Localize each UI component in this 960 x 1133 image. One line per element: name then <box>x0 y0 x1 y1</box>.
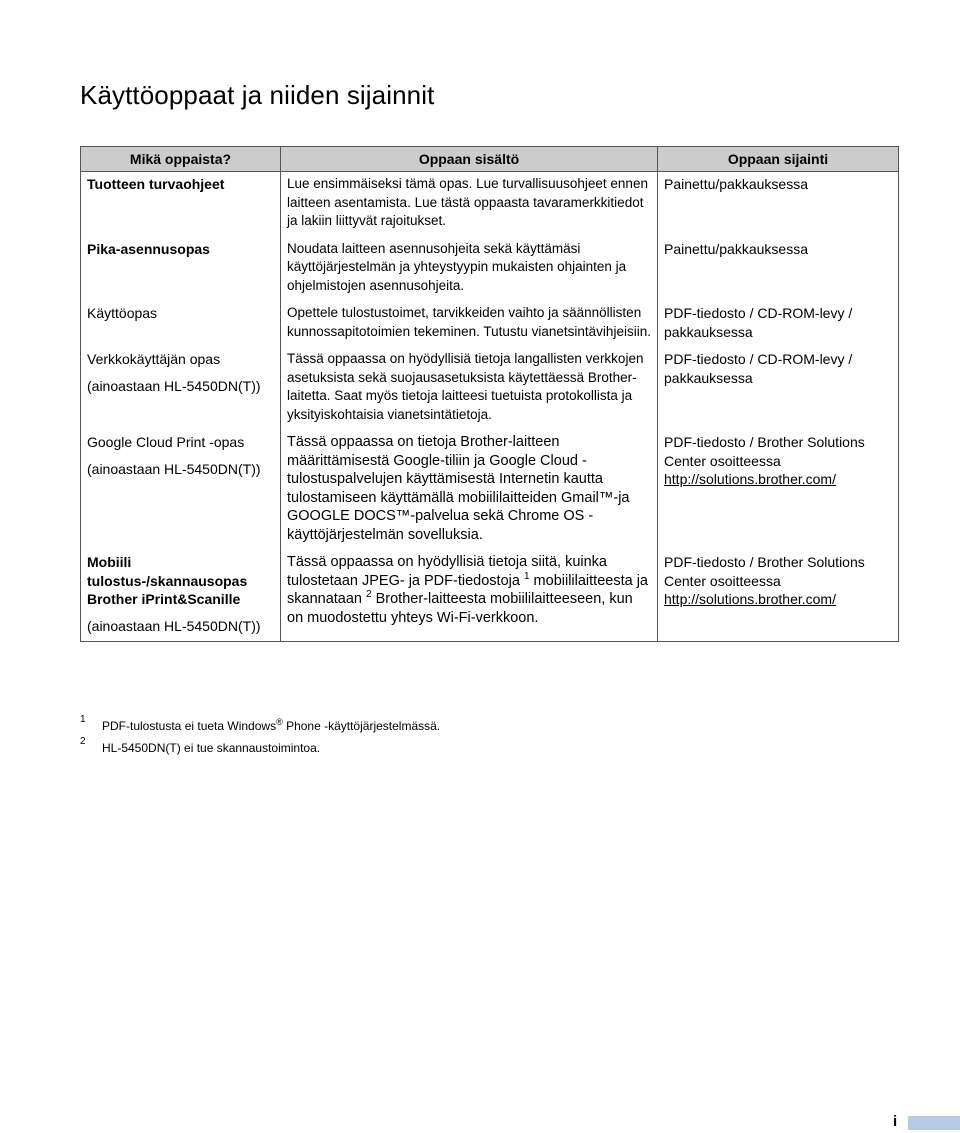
footnote-ref-1: 1 <box>523 570 530 582</box>
table-row <box>81 172 899 237</box>
location-text: PDF-tiedosto / Brother Solutions Center osoitteessa <box>664 554 865 589</box>
footnote-number: 1 <box>80 714 86 725</box>
footnote-number: 2 <box>80 736 86 747</box>
content-text: Tässä oppaassa on hyödyllisiä tietoja siitä, kuinka tulostetaan JPEG- ja PDF-tiedostoja <box>287 554 607 589</box>
location-cell: PDF-tiedosto / CD-ROM-levy / pakkauksessa <box>658 301 899 347</box>
page-title: Käyttöoppaat ja niiden sijainnit <box>80 80 435 110</box>
guide-cell <box>81 430 281 550</box>
location-cell: Painettu/pakkauksessa <box>658 237 899 302</box>
footnote-text-part: Phone -käyttöjärjestelmässä. <box>286 719 441 733</box>
header-location: Oppaan sijainti <box>658 147 899 172</box>
solutions-link[interactable]: http://solutions.brother.com/ <box>664 591 836 607</box>
guide-name: Google Cloud Print -opas <box>87 434 245 450</box>
location-cell: PDF-tiedosto / CD-ROM-levy / pakkauksessa <box>658 347 899 430</box>
table-header-row <box>81 147 899 172</box>
table-row <box>81 347 899 430</box>
header-guide: Mikä oppaista? <box>81 147 281 172</box>
location-cell: Painettu/pakkauksessa <box>658 172 899 237</box>
guide-name: Verkkokäyttäjän opas <box>87 351 221 367</box>
content-text: mobiililaitteesta ja skannataan <box>287 572 648 607</box>
header-content: Oppaan sisältö <box>281 147 658 172</box>
content-cell: Lue ensimmäiseksi tämä opas. Lue turvallisuusohjeet ennen laitteen asentamista. Lue tästä oppaasta tavaramerkkitiedot ja lakiin liittyvät rajoitukset. <box>281 172 658 237</box>
content-cell: Tässä oppaassa on tietoja Brother-laitteen määrittämisestä Google-tiliin ja Google Cloud -tulostuspalvelujen käyttämisestä Internetin kautta tulostamiseen käyttämällä mobiililaitteiden Gmail™-ja GOOGLE DOCS™-palvelua sekä Chrome OS -käyttöjärjestelmän sovelluksia. <box>281 430 658 550</box>
solutions-link[interactable]: http://solutions.brother.com/ <box>664 471 836 487</box>
footnote-text: HL-5450DN(T) ei tue skannaustoimintoa. <box>102 741 321 755</box>
location-text: PDF-tiedosto / Brother Solutions Center osoitteessa <box>664 434 865 469</box>
footnote-ref-2: 2 <box>366 589 372 601</box>
guide-note: (ainoastaan HL-5450DN(T)) <box>87 377 261 394</box>
guide-note: (ainoastaan HL-5450DN(T)) <box>87 460 261 477</box>
location-cell <box>658 430 899 550</box>
content-cell: Tässä oppaassa on hyödyllisiä tietoja langallisten verkkojen asetuksista sekä suojausasetuksista käytettäessä Brother-laitetta. Saat myös tietoja laitteesi tuetuista protokollista ja yksityiskohtaisia vianetsintätietoja. <box>281 347 658 430</box>
guides-table <box>80 146 899 642</box>
content-text: Brother-laitteesta mobiililaitteeseen, kun on muodostettu yhteys Wi-Fi-verkkoon. <box>287 591 633 626</box>
guide-name: Mobiili tulostus-/skannausopas Brother iPrint&Scanille <box>87 554 248 607</box>
table-row <box>81 550 899 642</box>
content-cell: Noudata laitteen asennusohjeita sekä käyttämäsi käyttöjärjestelmän ja yhteystyypin mukaisten ohjainten ja ohjelmistojen asennusohjeita. <box>281 237 658 302</box>
guide-cell <box>81 301 281 347</box>
guide-cell <box>81 550 281 642</box>
guide-cell <box>81 347 281 430</box>
table-row <box>81 237 899 302</box>
page-number: i <box>893 1113 898 1130</box>
registered-mark: ® <box>276 717 283 727</box>
footnote-text-part: PDF-tulostusta ei tueta Windows <box>102 719 277 733</box>
table-row <box>81 301 899 347</box>
location-cell <box>658 550 899 642</box>
content-cell: Opettele tulostustoimet, tarvikkeiden vaihto ja säännöllisten kunnossapitotoimien tekeminen. Tutustu vianetsintävihjeisiin. <box>281 301 658 347</box>
table-row <box>81 430 899 550</box>
guide-cell <box>81 237 281 302</box>
guide-name: Pika-asennusopas <box>87 240 210 257</box>
content-cell <box>281 550 658 642</box>
guide-note: (ainoastaan HL-5450DN(T)) <box>87 617 261 634</box>
footnote-text <box>102 718 440 734</box>
guide-name: Käyttöopas <box>87 305 158 321</box>
guide-name: Tuotteen turvaohjeet <box>87 176 225 192</box>
guide-cell <box>81 172 281 237</box>
page-tab-marker <box>908 1116 960 1130</box>
